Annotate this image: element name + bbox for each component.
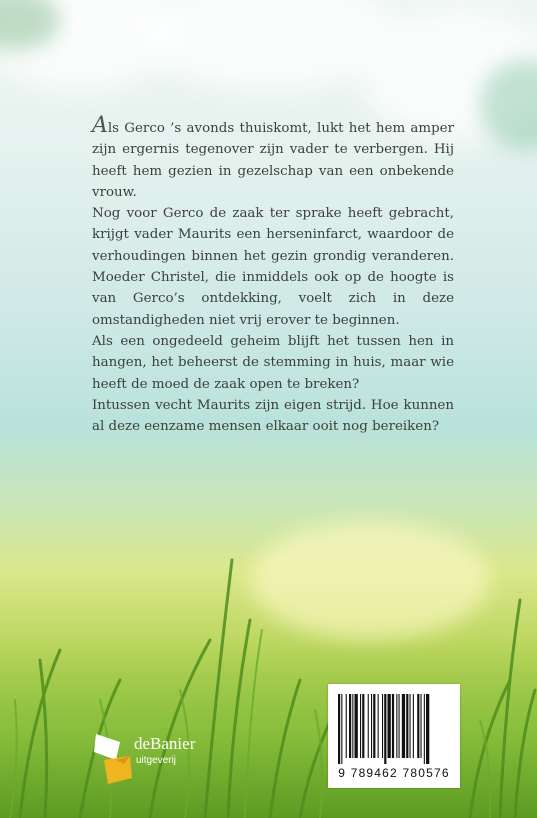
banner-flag-icon bbox=[94, 730, 134, 786]
blurb-paragraph-4: Intussen vecht Maurits zijn eigen strijd. Hoe kunnen al deze eenzame mensen elkaar ooit nog bereiken? bbox=[92, 397, 454, 435]
isbn-number: 9 789462 780576 bbox=[338, 766, 450, 780]
publisher-name: deBanier bbox=[134, 734, 196, 753]
blurb-paragraph-1 bbox=[92, 113, 454, 203]
barcode bbox=[328, 684, 460, 788]
blurb-text bbox=[92, 113, 454, 437]
publisher-subtitle: uitgeverij bbox=[136, 755, 177, 766]
blurb-paragraph-2: Nog voor Gerco de zaak ter sprake heeft gebracht, krijgt vader Maurits een herseninfarct, waardoor de verhoudingen binnen het gezin grondig veranderen. Moeder Christel, die inmiddels ook op de hoogte is van Gerco’s ontdekking, voelt zich in deze omstandigheden niet vrij erover te beginnen. bbox=[92, 206, 454, 328]
publisher-logo bbox=[94, 730, 214, 786]
drop-cap: A bbox=[92, 113, 108, 138]
blurb-paragraph-1-text: ls Gerco ’s avonds thuiskomt, lukt het hem amper zijn ergernis tegenover zijn vader te verbergen. Hij heeft hem gezien in gezelschap van een onbekende vrouw. bbox=[92, 121, 454, 200]
barcode-bars bbox=[338, 694, 450, 764]
blurb-paragraph-3: Als een ongedeeld geheim blijft het tussen hen in hangen, het beheerst de stemming in huis, maar wie heeft de moed de zaak open te breken? bbox=[92, 333, 454, 392]
